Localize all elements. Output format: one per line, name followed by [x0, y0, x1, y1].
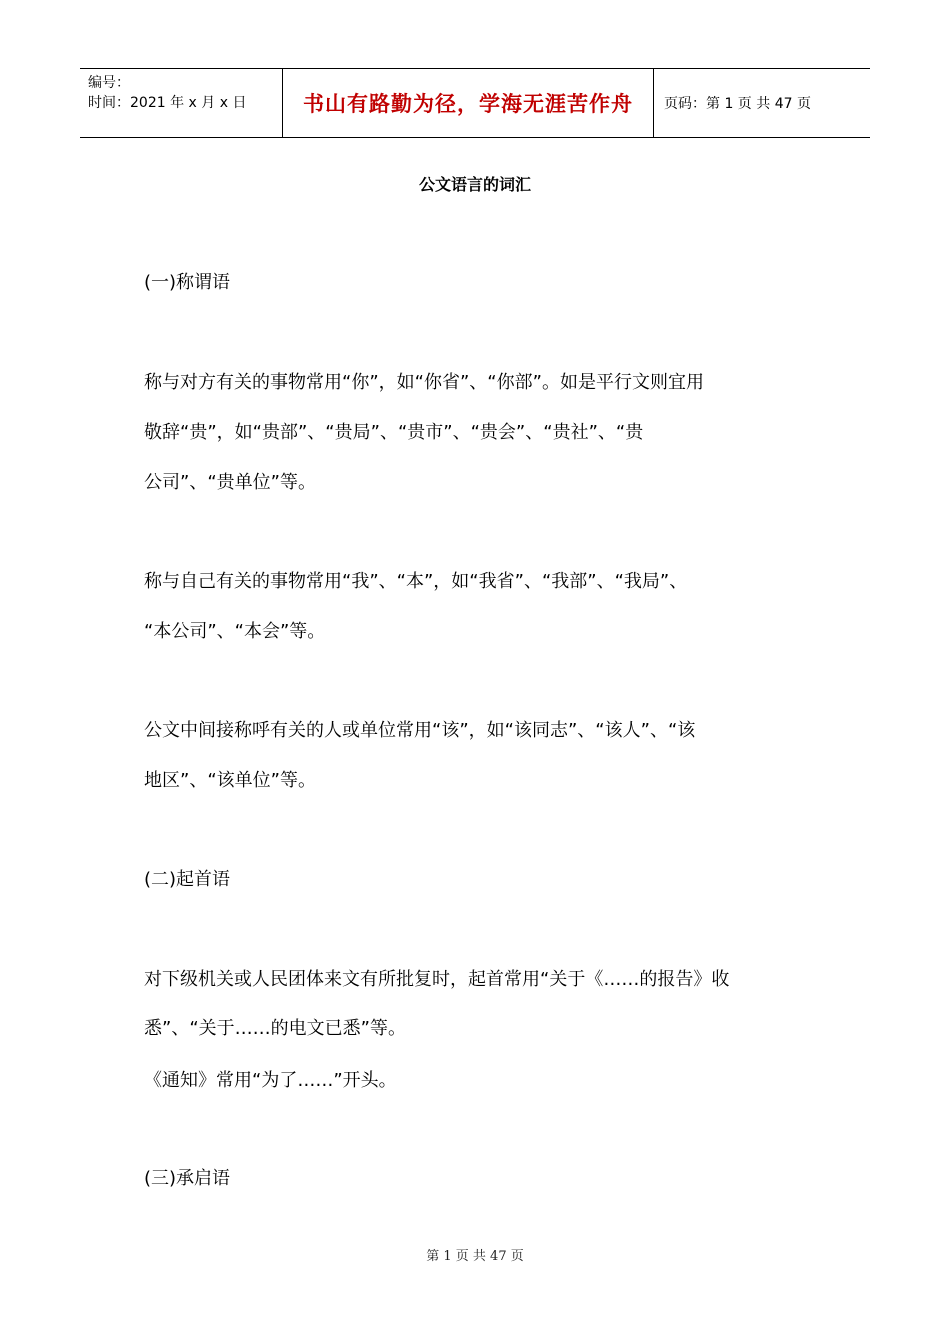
paragraph-1-line-1: 称与对方有关的事物常用“你”，如“你省”、“你部”。如是平行文则宜用 — [144, 372, 704, 393]
motto: 书山有路勤为径，学海无涯苦作舟 — [303, 91, 633, 116]
paragraph-2-line-1: 称与自己有关的事物常用“我”、“本”，如“我省”、“我部”、“我局”、 — [144, 571, 688, 592]
page-header — [80, 68, 870, 138]
paragraph-3-line-2: 地区”、“该单位”等。 — [144, 770, 316, 791]
paragraph-4-line-2: 悉”、“关于……的电文已悉”等。 — [144, 1018, 406, 1039]
section-heading-2: (二)起首语 — [144, 869, 231, 890]
paragraph-2-line-2: “本公司”、“本会”等。 — [144, 621, 326, 642]
header-motto-cell — [282, 69, 654, 137]
page-footer: 第 1 页 共 47 页 — [426, 1249, 524, 1264]
header-page-info — [654, 69, 870, 137]
paragraph-4-line-3: 《通知》常用“为了……”开头。 — [144, 1070, 397, 1091]
paragraph-4-line-1: 对下级机关或人民团体来文有所批复时，起首常用“关于《……的报告》收 — [144, 969, 730, 990]
paragraph-1-line-3: 公司”、“贵单位”等。 — [144, 472, 316, 493]
section-heading-3: (三)承启语 — [144, 1168, 231, 1189]
time-label: 时间：2021 年 x 月 x 日 — [88, 95, 247, 111]
header-meta — [80, 69, 282, 137]
document-title: 公文语言的词汇 — [418, 175, 531, 194]
paragraph-3-line-1: 公文中间接称呼有关的人或单位常用“该”，如“该同志”、“该人”、“该 — [144, 720, 696, 741]
page-info: 页码：第 1 页 共 47 页 — [664, 96, 811, 112]
section-heading-1: (一)称谓语 — [144, 272, 231, 293]
number-label: 编号： — [88, 75, 130, 91]
paragraph-1-line-2: 敬辞“贵”，如“贵部”、“贵局”、“贵市”、“贵会”、“贵社”、“贵 — [144, 422, 644, 443]
